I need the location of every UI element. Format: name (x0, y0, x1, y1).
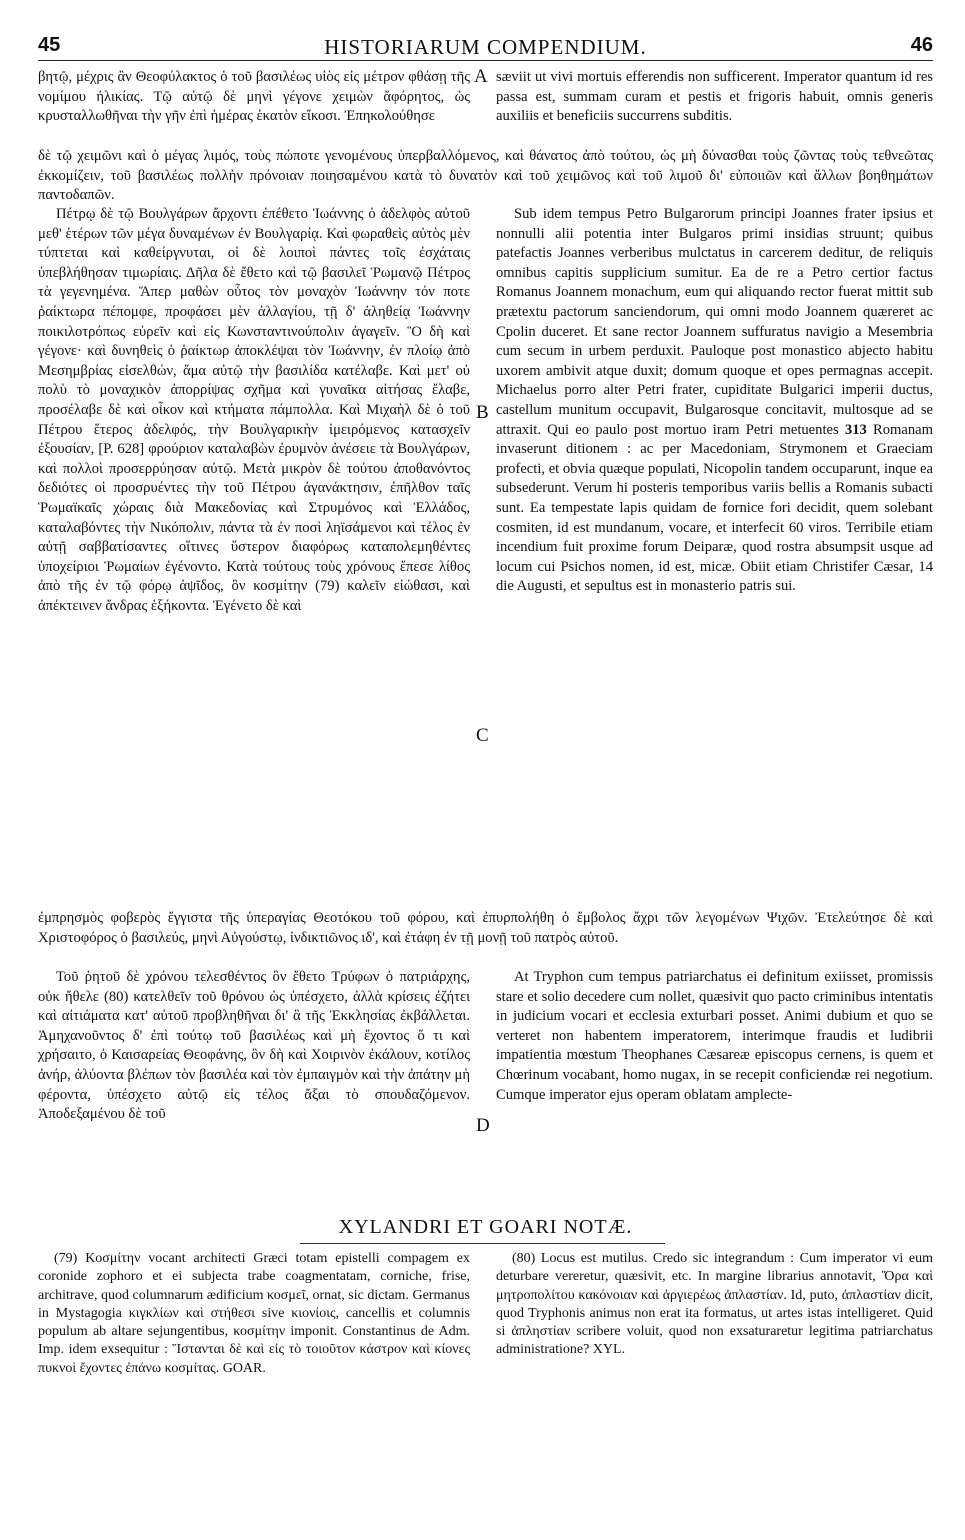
margin-marker-b: B (476, 402, 489, 423)
latin-paragraph: sæviit ut vivi mortuis efferendis non sufficerent. Imperator quantum id res passa est, summam curam et pestis et frigoris habuit, omnis generis auxiliis et beneficiis succurrens subditis. (496, 69, 933, 125)
latin-text-part-1: Sub idem tempus Petro Bulgarorum principi Joannes frater ipsius et nonnulli alii potentia inter Bulgaros primi insidias struunt; quibus patefactis Joannes verberibus mulctatus in carcerem deditur, de reliquis omnibus capitis supplicium sumitur. Ea de re a Petro certior factus Romanus Joannem monachum, eum qui aliquando rector fuerat mittit sub prætextu pactorum sanciendorum, qui omni modo Joannem quæreret ac Cpolin duceret. Et sane rector Joannem suffuratus navigio a Mesembria cum secum in urbem perduxit. Pauloque post monastico abjecto habitu uxorem ambivit atque duxit; domum quoque et opes permagnas accepit. Michaelus porro alter Petri frater, cupiditate Bulgarici imperii ductus, castellum munitum occupavit, Bulgarosque concitavit, multosque ad se attraxit. Qui eo paulo post mortuo iram Petri metuentes (496, 206, 933, 438)
column-line-number: 313 (844, 421, 867, 438)
latin-column-bottom (496, 968, 933, 1105)
running-header (38, 34, 933, 61)
margin-marker-d: D (476, 1115, 490, 1136)
greek-paragraph: βητῷ, μέχρις ἂν Θεοφύλακτος ὁ τοῦ βασιλέως υἱὸς εἰς μέτρον φθάσῃ τῆς νομίμου ἡλικίας. Τῷ αὐτῷ δὲ μηνὶ γέγονε χειμὼν ἄφόρητος, ὡς κρυσταλλωθῆναι τὴν γῆν ἐπὶ ἡμέρας ἑκατὸν εἴκοσι. Ἐπηκολούθησε (38, 69, 470, 125)
greek-paragraph: Τοῦ ῥητοῦ δὲ χρόνου τελεσθέντος ὃν ἔθετο Τρύφων ὁ πατριάρχης, οὐκ ἤθελε (80) κατελθεῖν τοῦ θρόνου ὡς ὑπέσχετο, ἀλλὰ κρίσεις ἐζήτει καὶ αἰτιάματα κατ' αὐτοῦ προβληθῆναι δι' ἃ τῆς Ἐκκλησίας ἐκβάλλεται. Ἀμηχανοῦντος δ' ἐπὶ τούτῳ τοῦ βασιλέως καὶ μὴ ἔχοντος ὅ τι καὶ χρήσαιτο, ὁ Καισαρείας Θεοφάνης, ὃν δὴ καὶ Χοιρινὸν ἐκάλουν, κοτίλος ἀνήρ, ἀλύοντα βλέπων τὸν βασιλέα καὶ τὸν ἐμπαιγμὸν καὶ τὴν ἀπάτην μὴ φέροντα, ὑπέσχετο αὐτῷ εἰς τέλος ἄξαι τὸ σπουδαζόμενον. Ἀποδεξαμένου δὲ τοῦ (38, 969, 470, 1123)
margin-marker-c: C (476, 725, 489, 746)
latin-column-middle (496, 205, 933, 597)
latin-column-top (496, 68, 933, 127)
notes-divider (300, 1243, 665, 1244)
latin-paragraph: At Tryphon cum tempus patriarchatus ei definitum exiisset, promissis stare et solio decedere cum nollet, quæsivit quo pacto criminibus intentatis in judicium vocari et ecclesia exturbari posset. Animi dubium et quo se verteret non habentem imperatorem, interimque fraudis et ludibrii impatientia mœstum Theophanes Cæsareæ episcopus cernens, is quem et Chœrinum vocabant, homo nugax, in se recepit conficiendæ rei negotium. Cumque imperator ejus operam oblatam amplecte- (496, 969, 933, 1103)
greek-full-width-1: δὲ τῷ χειμῶνι καὶ ὁ μέγας λιμός, τοὺς πώποτε γενομένους ὑπερβαλλόμενος, καὶ θάνατος ἀπὸ τούτου, ὡς μὴ δύνασθαι τοὺς ζῶντας τοὺς τεθνεῶτας ἐκκομίζειν, τοῦ βασιλέως πολλὴν πρόνοιαν ποιησαμένου κατὰ τὸ δυνατὸν καὶ τοῦ χειμῶνος καὶ τοῦ λιμοῦ δι' εὐποιιῶν καὶ ἄλλων βοηθημάτων παντοδαπῶν. (38, 148, 933, 204)
margin-marker-a: A (474, 66, 488, 87)
greek-paragraph: Πέτρῳ δὲ τῷ Βουλγάρων ἄρχοντι ἐπέθετο Ἰωάννης ὁ ἀδελφὸς αὐτοῦ μεθ' ἑτέρων τῶν μέγα δυναμένων ἐν Βουλγαρίᾳ. Καὶ φωραθεὶς αὐτὸς μὲν τύπτεται καὶ καθείργνυται, οἱ δὲ λοιποὶ πάντες τοῖς ἐσχάταις ὑπεβλήθησαν τιμωρίαις. Δῆλα δὲ ἔθετο καὶ τῷ βασιλεῖ Ῥωμανῷ Πέτρος τὰ γεγενημένα. Ἅπερ μαθὼν οὗτος τὸν μοναχὸν Ἰωάννην τόν ποτε ῥαίκτωρα πέπομφε, προφάσει μὲν ἀλλαγίου, τῇ δ' ἀληθείᾳ Ἰωάννην ποικιλοτρόπως εὑρεῖν καὶ εἰς Κωνσταντινούπολιν ἀγαγεῖν. Ὃ δὴ καὶ γέγονε· καὶ δυνηθεὶς ὁ ῥαίκτωρ ἀποκλέψαι τὸν Ἰωάννην, ἐν πλοίῳ ἀπὸ Μεσημβρίας εἰσελθών, ἅμα αὐτῷ τὴν βασιλίδα κατέλαβε. Καὶ μετ' οὐ πολὺ τὸ μοναχικὸν ἀπορρίψας σχῆμα καὶ γυναῖκα αἰτήσας ἔλαβε, προσέλαβε δὲ καὶ οἶκον καὶ κτήματα πάμπολλα. Καὶ Μιχαὴλ δὲ ὁ τοῦ Πέτρου ἕτερος ἀδελφός, τὴν Βουλγαρικὴν ἱμειρόμενος κατασχεῖν ἐξουσίαν, [P. 628] φρούριον καταλαβὼν ἐρυμνὸν ἀνέσειε τὰ Βουλγάρων, καὶ πολλοὶ προσερρύησαν αὐτῷ. Μετὰ μικρὸν δὲ τούτου ἀποθανόντος δεδιότες οἱ προσρυέντες τὴν τοῦ Πέτρου ἀγανάκτησιν, ἐπῆλθον ταῖς Ῥωμαϊκαῖς χώραις διὰ Μακεδονίας καὶ Στρυμόνος καὶ Ἑλλάδος, καταλαβόντες τὴν Νικόπολιν, πάντα τὰ ἐν ποσὶ ληϊσάμενοι καὶ τέλος ἐν αὐτῇ σαββατίσαντες οἵτινες ὕστερον διαφόρως καταπολεμηθέντες ὑποχείριοι Ῥωμαίων ἐγένοντο. Κατὰ τούτους τοὺς χρόνους ἔπεσε λίθος ἀπὸ τῆς ἐν τῷ φόρῳ ἁψῖδος, ὃν κοσμίτην (79) καλεῖν εἰώθασι, καὶ ἀπέκτεινεν ἄνδρας ἑξήκοντα. Ἐγένετο δὲ καὶ (38, 206, 470, 614)
running-title: HISTORIARUM COMPENDIUM. (324, 35, 647, 59)
footnote-text: (80) Locus est mutilus. Credo sic integrandum : Cum imperator vi eum deturbare vereretur, quæsivit, etc. In margine librarius annotavit, Ὅρα καὶ μητροπολίτου κακόνοιαν καὶ ἀργιερέως ἀπλαστίαν. Id, puto, ἀπλαστίαν dicit, quod Tryphonis animus non erat ita formatus, ut artes istas intelligeret. Quid si ἀπληστίαν scribere voluit, quod non exsaturaretur legitima patriarchatus administratione? XYL. (496, 1251, 933, 1358)
greek-column-top (38, 68, 470, 127)
footnote-79 (38, 1250, 470, 1378)
greek-column-bottom (38, 968, 470, 1125)
footnote-text: (79) Κοσμίτην vocant architecti Græci totam epistelli compagem ex coronide zophoro et ei subjecta trabe coagmentatam, corniche, frise, architrave, quod columnarum ædificium κοσμεῖ, ornat, sic dictam. Germanus in Mystagogia κιγκλίων καὶ στήθεσι sive κιονίοις, cancellis et columnis populum ab altare sejungentibus, κοσμίτην imponit. Constantinus de Adm. Imp. idem exsequitur : Ἵστανται δὲ καὶ εἰς τὸ τοιοῦτον κάστρον καὶ κίονες πυκνοὶ ἔχοντες ἐπάνω κοσμίτας. GOAR. (38, 1251, 470, 1376)
page-number-left: 45 (38, 34, 61, 56)
notes-heading: XYLANDRI ET GOARI NOTÆ. (338, 1216, 633, 1238)
greek-column-middle (38, 205, 470, 616)
footnote-80 (496, 1250, 933, 1360)
page-number-right: 46 (910, 34, 933, 56)
latin-paragraph (496, 205, 933, 597)
greek-full-width-2: ἐμπρησμὸς φοβερὸς ἔγγιστα τῆς ὑπεραγίας Θεοτόκου τοῦ φόρου, καὶ ἐπυρπολήθη ὁ ἔμβολος ἄχρι τῶν λεγομένων Ψιχῶν. Ἐτελεύτησε δὲ καὶ Χριστοφόρος ὁ βασιλεύς, μηνὶ Αὐγούστῳ, ἰνδικτιῶνος ιδ', καὶ ἐτάφη ἐν τῇ μονῇ τοῦ πατρὸς αὐτοῦ. (38, 910, 933, 946)
latin-text-part-2: Romanam invaserunt ditionem : ac per Macedoniam, Strymonem et Graeciam profecti, et obvia quæque populati, Nicopolin tandem occuparunt, inque ea subsederunt. Verum hi posteris temporibus variis bellis a Romanis subacti sunt. Ea tempestate lapis quidam de fornice fori decidit, quem solebant cosmiten, id est mundanum, vocare, et interfecit 60 viros. Terribile etiam incendium fuit proxime forum Deiparæ, quod rostra absumpsit usque ad locum cui Psichos nomen, id est, micæ. Obiit etiam Christifer Cæsar, 14 die Augusti, et sepultus est in monasterio patris sui. (496, 421, 934, 595)
